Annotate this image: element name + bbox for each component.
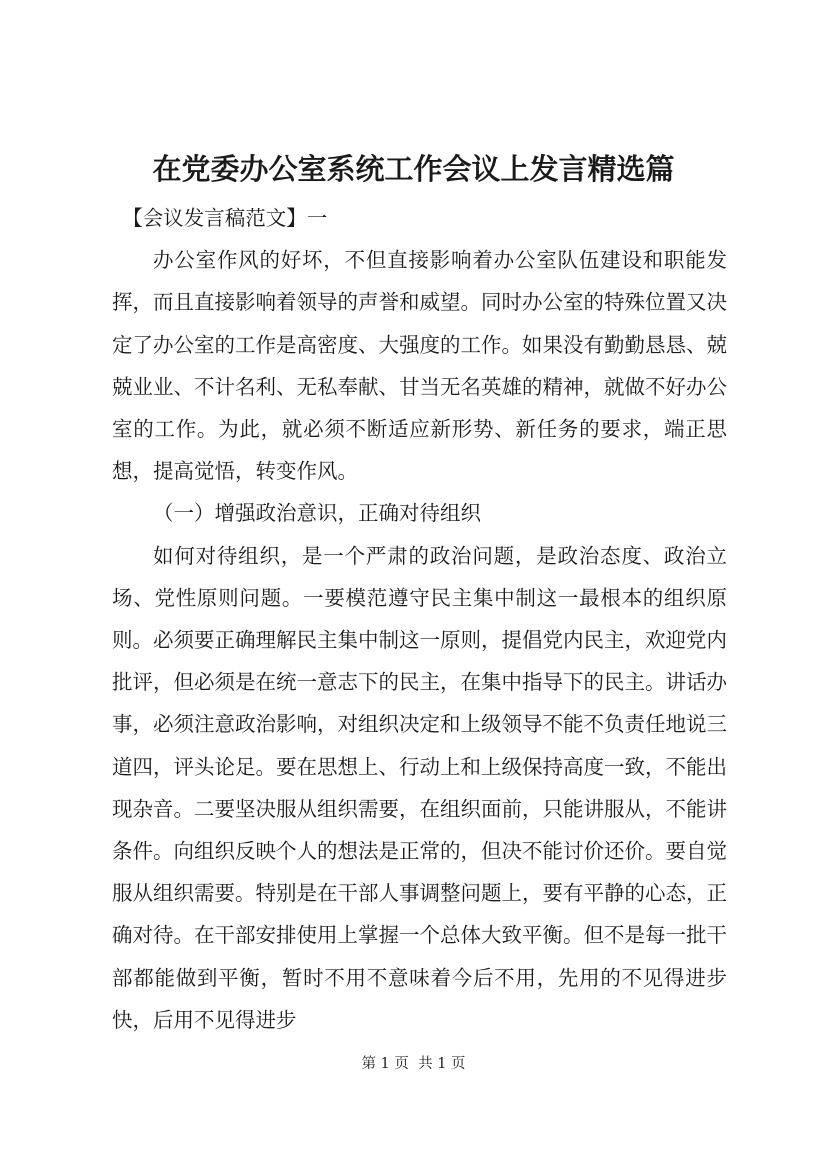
document-title: 在党委办公室系统工作会议上发言精选篇 xyxy=(152,152,675,186)
document-body xyxy=(112,197,727,1041)
paragraph-2: 如何对待组织，是一个严肃的政治问题，是政治态度、政治立场、党性原则问题。一要模范遵守民主集中制这一最根本的组织原则。必须要正确理解民主集中制这一原则，提倡党内民主，欢迎党内批评，但必须是在统一意志下的民主，在集中指导下的民主。讲话办事，必须注意政治影响，对组织决定和上级领导不能不负责任地说三道四，评头论足。要在思想上、行动上和上级保持高度一致，不能出现杂音。二要坚决服从组织需要，在组织面前，只能讲服从，不能讲条件。向组织反映个人的想法是正常的，但决不能讨价还价。要自觉服从组织需要。特别是在干部人事调整问题上，要有平静的心态，正确对待。在干部安排使用上掌握一个总体大致平衡。但不是每一批干部都能做到平衡，暂时不用不意味着今后不用，先用的不见得进步快，后用不见得进步 xyxy=(112,543,727,1032)
paragraph-1: 办公室作风的好坏，不但直接影响着办公室队伍建设和职能发挥，而且直接影响着领导的声誉和威望。同时办公室的特殊位置又决定了办公室的工作是高密度、大强度的工作。如果没有勤勤恳恳、兢兢业业、不计名利、无私奉献、甘当无名英雄的精神，就做不好办公室的工作。为此，就必须不断适应新形势、新任务的要求，端正思想，提高觉悟，转变作风。 xyxy=(112,248,727,484)
section-subtitle: 【会议发言稿范文】一 xyxy=(122,206,328,230)
page-number-label: 第 1 页 共 1 页 xyxy=(361,1056,466,1072)
section-heading: （一）增强政治意识，正确对待组织 xyxy=(153,501,481,526)
page-footer xyxy=(0,1052,827,1073)
